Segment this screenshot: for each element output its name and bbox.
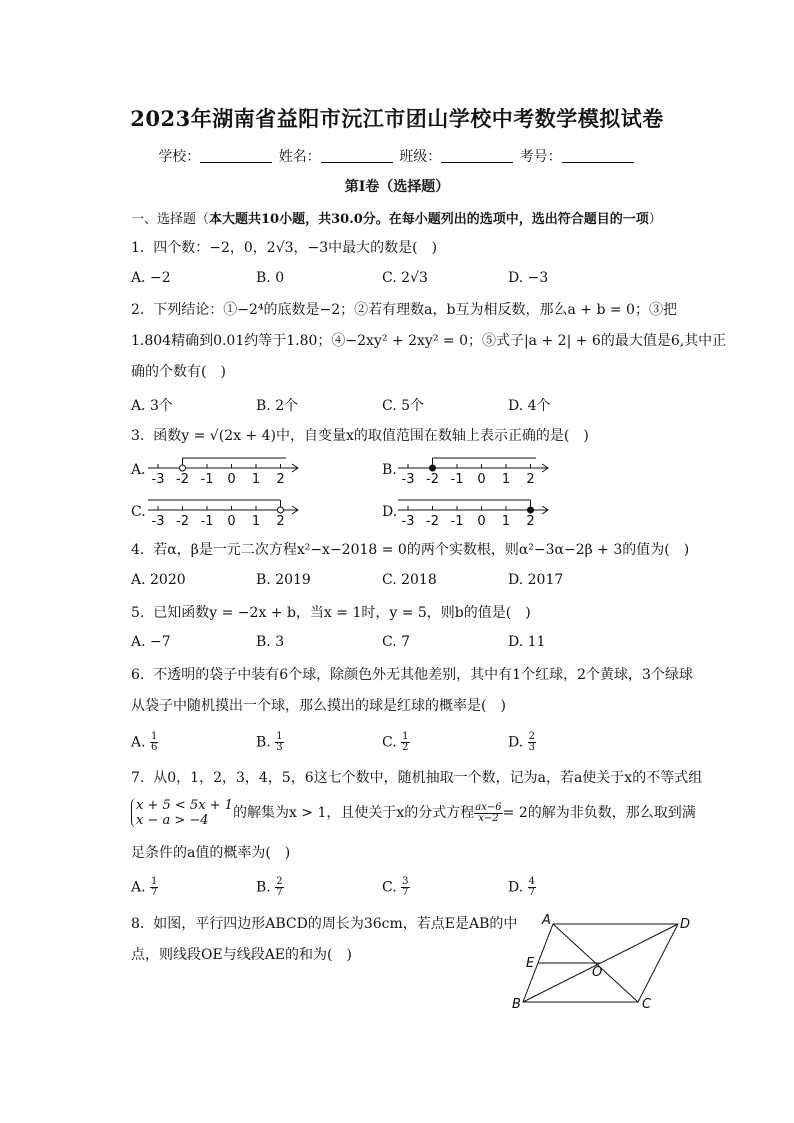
- tick-label: -3: [401, 472, 415, 487]
- number-line-c: [148, 492, 308, 530]
- q6-option-b[interactable]: B. $\frac{1}{3}$: [256, 731, 283, 753]
- closed-endpoint: [528, 507, 534, 513]
- q5-option-c[interactable]: C. 7: [382, 634, 411, 650]
- open-endpoint: [278, 507, 284, 513]
- label-b: B: [512, 997, 521, 1012]
- q4-option-a[interactable]: A. 2020: [131, 572, 186, 588]
- question-6: 6. 不透明的袋子中装有6个球，除颜色外无其他差别，其中有1个红球，2个黄球，3个绿球: [131, 667, 693, 683]
- closed-endpoint: [430, 465, 436, 471]
- student-info-line: [0, 146, 794, 166]
- tick-label: 1: [251, 514, 261, 529]
- school-label: 学校：: [158, 149, 201, 165]
- q7-option-c[interactable]: C. $\frac{3}{7}$: [382, 876, 409, 898]
- q6-option-a[interactable]: A. $\frac{1}{6}$: [131, 731, 158, 753]
- question-1: 1. 四个数：−2，0，2√3，−3中最大的数是( ): [131, 240, 438, 256]
- label-a: A: [542, 913, 551, 928]
- question-2: 2. 下列结论：①−2⁴的底数是−2；②若有理数a，b互为相反数，那么a + b = 0；③把: [131, 302, 677, 318]
- q7-option-a[interactable]: A. $\frac{1}{7}$: [131, 876, 158, 898]
- tick-label: -1: [450, 514, 464, 529]
- number-line-d: [398, 492, 558, 530]
- question-2-line-3: 确的个数有( ): [131, 364, 226, 380]
- open-endpoint: [180, 465, 186, 471]
- q6-option-c[interactable]: C. $\frac{1}{2}$: [382, 731, 409, 753]
- label-o: O: [592, 965, 603, 980]
- tick-label: -2: [426, 514, 439, 529]
- q1-option-a[interactable]: A. −2: [131, 270, 171, 286]
- tick-label: 0: [227, 514, 236, 529]
- question-3: 3. 函数y = √(2x + 4)中，自变量x的取值范围在数轴上表示正确的是( ): [131, 428, 589, 444]
- tick-label: 1: [251, 472, 261, 487]
- tick-label: -1: [450, 472, 464, 487]
- tick-label: -3: [151, 472, 165, 487]
- q7-option-d[interactable]: D. $\frac{4}{7}$: [508, 876, 536, 898]
- parallelogram-figure: [510, 912, 696, 1012]
- q1-option-d[interactable]: D. −3: [508, 270, 549, 286]
- number-line-a: [148, 450, 308, 488]
- question-7-line-3: 足条件的a值的概率为( ): [131, 845, 291, 861]
- school-blank[interactable]: [200, 148, 272, 163]
- number-line-b: [398, 450, 558, 488]
- tick-label: 0: [477, 514, 486, 529]
- q2-option-d[interactable]: D. 4个: [508, 398, 551, 414]
- q3-option-c[interactable]: C.: [131, 504, 146, 520]
- question-2-line-2: 1.804精确到0.01约等于1.80；④−2xy² + 2xy² = 0；⑤式子|a + 2| + 6的最大值是6,其中正: [131, 333, 727, 349]
- label-c: C: [642, 997, 652, 1012]
- question-7: 7. 从0，1，2，3，4，5，6这七个数中，随机抽取一个数，记为a，若a使关于x的不等式组: [131, 770, 703, 786]
- name-blank[interactable]: [321, 148, 393, 163]
- question-7-line-2: x + 5 < 5x + 1 x − a > −4 的解集为x > 1，且使关于x的分式方程 $\frac{ax-6}{x-2}$ = 2的解为非负数，那么取到满: [131, 798, 696, 828]
- tick-label: -3: [151, 514, 165, 529]
- question-8: 8. 如图，平行四边形ABCD的周长为36cm，若点E是AB的中: [131, 916, 518, 932]
- exam-no-blank[interactable]: [562, 148, 634, 163]
- tick-label: -2: [176, 472, 189, 487]
- tick-label: 1: [501, 514, 511, 529]
- q3-option-d[interactable]: D.: [382, 504, 398, 520]
- tick-label: -1: [200, 472, 214, 487]
- page-title: 2023年湖南省益阳市沅江市团山学校中考数学模拟试卷: [130, 106, 664, 131]
- q5-option-d[interactable]: D. 11: [508, 634, 546, 650]
- q1-option-b[interactable]: B. 0: [256, 270, 285, 286]
- q2-option-b[interactable]: B. 2个: [256, 398, 299, 414]
- q3-option-a[interactable]: A.: [131, 462, 146, 478]
- tick-label: 2: [526, 514, 535, 529]
- q6-option-d[interactable]: D. $\frac{2}{3}$: [508, 731, 536, 753]
- tick-label: -1: [200, 514, 214, 529]
- q1-option-c[interactable]: C. 2√3: [382, 270, 428, 286]
- name-label: 姓名：: [278, 149, 321, 165]
- q2-option-c[interactable]: C. 5个: [382, 398, 425, 414]
- question-5: 5. 已知函数y = −2x + b，当x = 1时，y = 5，则b的值是( ): [131, 605, 531, 621]
- label-d: D: [680, 917, 691, 932]
- question-6-line-2: 从袋子中随机摸出一个球，那么摸出的球是红球的概率是( ): [131, 698, 506, 714]
- label-e: E: [526, 956, 535, 971]
- tick-label: -2: [426, 472, 439, 487]
- tick-label: 1: [501, 472, 511, 487]
- exam-no-label: 考号：: [519, 149, 562, 165]
- question-4: 4. 若α，β是一元二次方程x²−x−2018 = 0的两个实数根，则α²−3α−2β + 3的值为( ): [131, 542, 690, 558]
- q3-option-b[interactable]: B.: [382, 462, 397, 478]
- tick-label: -3: [401, 514, 415, 529]
- section-title: 第I卷（选择题）: [344, 179, 450, 195]
- q5-option-b[interactable]: B. 3: [256, 634, 285, 650]
- q4-option-c[interactable]: C. 2018: [382, 572, 437, 588]
- tick-label: -2: [176, 514, 189, 529]
- part-one-heading: 一、选择题（本大题共10小题，共30.0分。在每小题列出的选项中，选出符合题目的一项）: [131, 212, 662, 227]
- tick-label: 2: [276, 514, 285, 529]
- inequality-system: x + 5 < 5x + 1 x − a > −4: [131, 798, 233, 828]
- tick-label: 2: [526, 472, 535, 487]
- q7-option-b[interactable]: B. $\frac{2}{7}$: [256, 876, 283, 898]
- tick-label: 0: [477, 472, 486, 487]
- q4-option-b[interactable]: B. 2019: [256, 572, 311, 588]
- q4-option-d[interactable]: D. 2017: [508, 572, 564, 588]
- q2-option-a[interactable]: A. 3个: [131, 398, 173, 414]
- q5-option-a[interactable]: A. −7: [131, 634, 171, 650]
- class-blank[interactable]: [441, 148, 513, 163]
- tick-label: 2: [276, 472, 285, 487]
- class-label: 班级：: [399, 149, 442, 165]
- question-8-line-2: 点，则线段OE与线段AE的和为( ): [131, 947, 352, 963]
- tick-label: 0: [227, 472, 236, 487]
